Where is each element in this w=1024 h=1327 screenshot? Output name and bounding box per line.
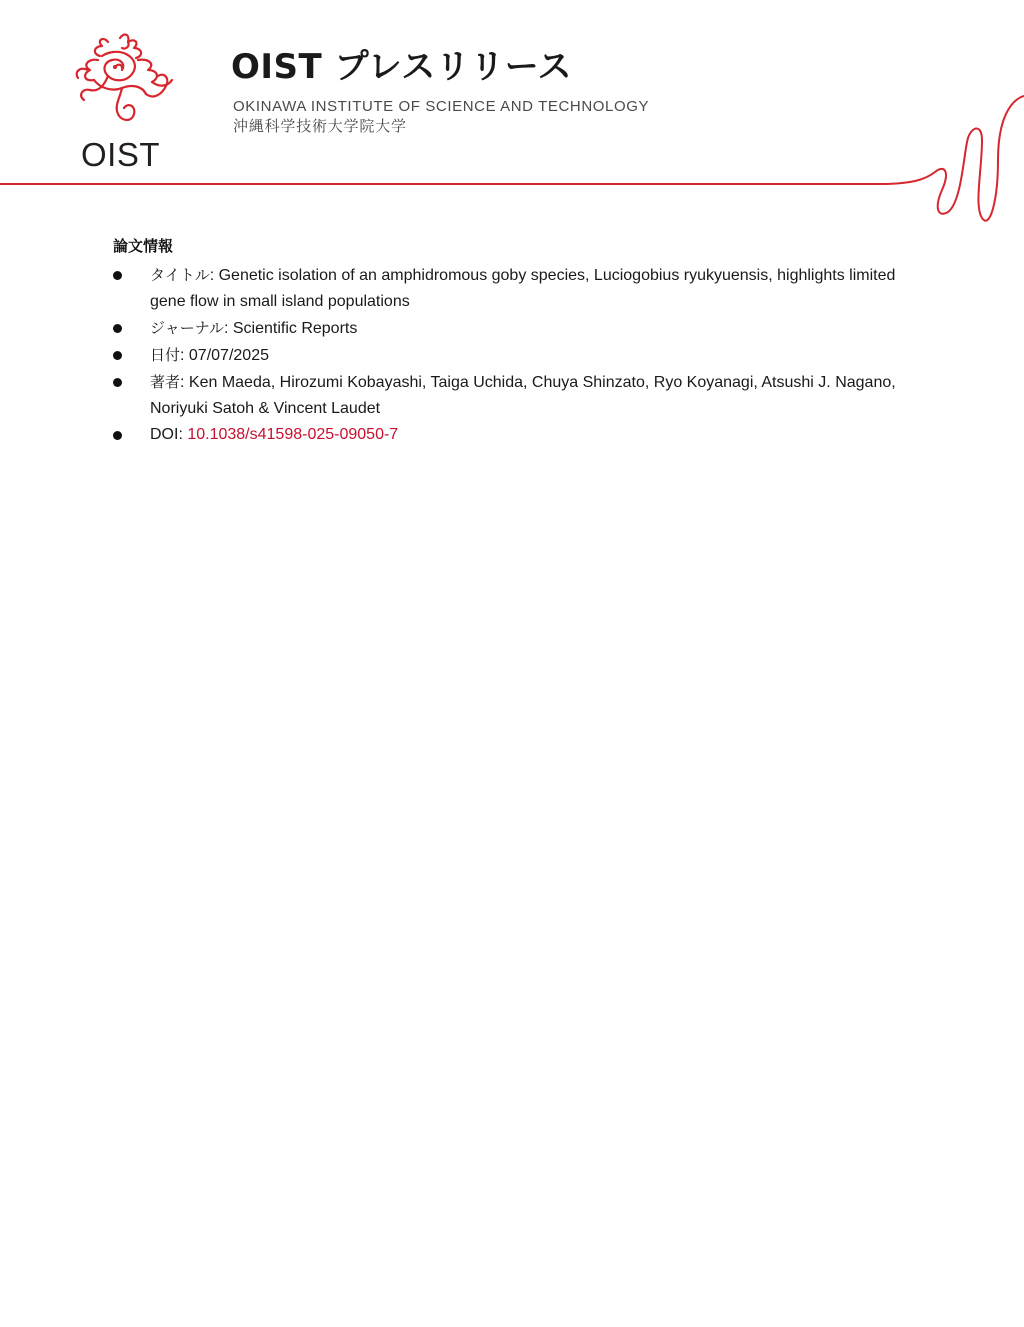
- paper-info-authors: 著者: Ken Maeda, Hirozumi Kobayashi, Taiga Uchida, Chuya Shinzato, Ryo Koyanagi, Atsushi J. Nagano, Noriyuki Satoh & Vincent Laudet: [113, 369, 933, 422]
- paper-info-section: [113, 236, 933, 448]
- paper-info-title: タイトル: Genetic isolation of an amphidromous goby species, Luciogobius ryukyuensis, highlights limited gene flow in small island populations: [113, 262, 933, 315]
- authors-value: Ken Maeda, Hirozumi Kobayashi, Taiga Uchida, Chuya Shinzato, Ryo Koyanagi, Atsushi J. Nagano, Noriyuki Satoh & Vincent Laudet: [150, 374, 896, 417]
- institute-name-jp: 沖縄科学技術大学院大学: [233, 117, 407, 135]
- bullet-icon: [113, 351, 122, 360]
- bullet-icon: [113, 271, 122, 280]
- paper-info-doi: DOI: 10.1038/s41598-025-09050-7: [113, 422, 933, 448]
- header-divider-line: [0, 90, 1024, 230]
- institute-name-en: OKINAWA INSTITUTE OF SCIENCE AND TECHNOLOGY: [233, 98, 650, 115]
- journal-value: Scientific Reports: [232, 320, 358, 337]
- bullet-icon: [113, 324, 122, 333]
- journal-label: ジャーナル: [150, 319, 224, 337]
- doi-label: DOI: [150, 426, 179, 443]
- paper-info-list: [113, 262, 933, 448]
- doi-link[interactable]: 10.1038/s41598-025-09050-7: [187, 426, 399, 443]
- bullet-icon: [113, 431, 122, 440]
- date-value: 07/07/2025: [188, 347, 269, 364]
- oist-logo-text: OIST: [81, 136, 161, 173]
- paper-info-journal: ジャーナル: Scientific Reports: [113, 315, 933, 342]
- bullet-icon: [113, 378, 122, 387]
- authors-label: 著者: [150, 373, 181, 391]
- page-title: OIST プレスリリース: [231, 47, 572, 87]
- date-label: 日付: [150, 346, 181, 364]
- paper-info-heading: 論文情報: [113, 237, 174, 255]
- title-value: Genetic isolation of an amphidromous goby species, Luciogobius ryukyuensis, highlights limited gene flow in small island populations: [150, 267, 896, 310]
- title-label: タイトル: [150, 266, 210, 284]
- paper-info-date: 日付: 07/07/2025: [113, 342, 933, 369]
